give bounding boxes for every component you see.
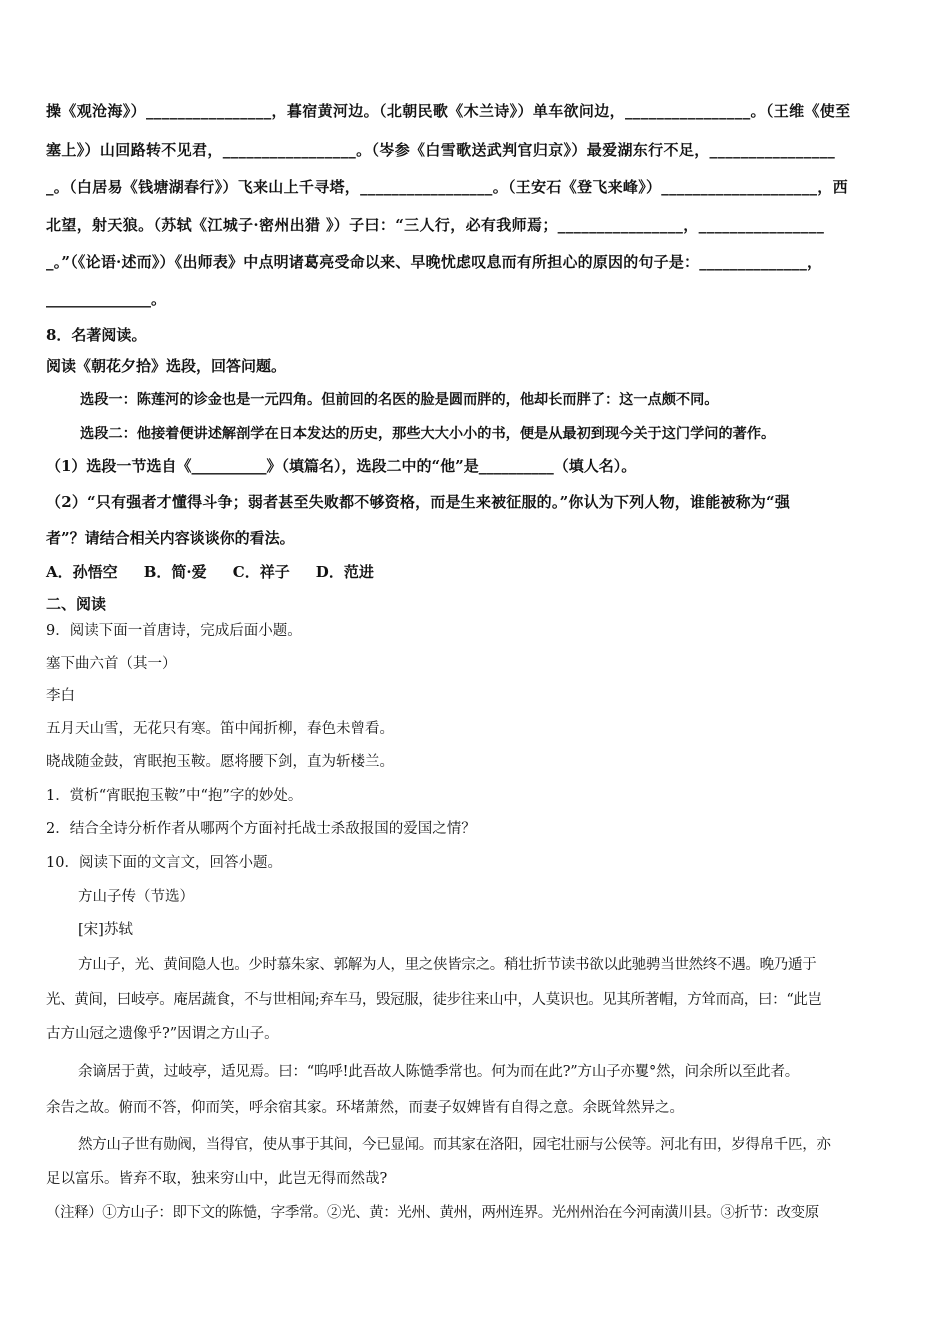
q10-para-3-line-2: 足以富乐。皆弃不取，独来穷山中，此岂无得而然哉? (46, 1171, 388, 1187)
fill-in-line-1: 操《观沧海》）________________，暮宿黄河边。（北朝民歌《木兰诗》）单车欲问边，________________。（王维《使至 (46, 102, 851, 120)
q9-sub-2: 2．结合全诗分析作者从哪两个方面衬托战士杀敌报国的爱国之情？ (46, 821, 476, 837)
section-2-heading: 二、阅读 (46, 595, 107, 613)
q8-excerpt-1: 选段一：陈莲河的诊金也是一元四角。但前回的名医的脸是圆而胖的，他却长而胖了：这一点颇不同。 (80, 392, 719, 408)
q10-para-1-line-3: 古方山冠之遗像乎?”因谓之方山子。 (46, 1026, 279, 1042)
fill-in-line-5: _。”（《论语·述而》）《出师表》中点明诸葛亮受命以来、早晚忧虑叹息而有所担心的原因的句子是：______________， (46, 253, 823, 271)
q9-sub-1: 1．赏析“宵眠抱玉鞍”中“抱”字的妙处。 (46, 788, 303, 804)
fill-in-line-6: ______________。 (46, 290, 167, 308)
q10-para-1-line-1: 方山子，光、黄间隐人也。少时慕朱家、郭解为人，里之侠皆宗之。稍壮折节读书欲以此驰骋当世然终不遇。晚乃遁于 (78, 957, 817, 973)
q10-footnote: （注释）①方山子：即下文的陈慥，字季常。②光、黄：光州、黄州，两州连界。光州州治在今河南潢川县。③折节：改变原 (46, 1205, 819, 1221)
q9-verse-1: 五月天山雪，无花只有寒。笛中闻折柳，春色未曾看。 (46, 721, 394, 737)
q8-sub-2-line-1: （2）“只有强者才懂得斗争；弱者甚至失败都不够资格，而是生来被征服的。”你认为下列人物，谁能被称为“强 (46, 493, 791, 511)
q8-intro: 阅读《朝花夕拾》选段，回答问题。 (46, 357, 287, 375)
fill-in-line-3: _。（白居易《钱塘湖春行》）飞来山上千寻塔，_________________。（王安石《登飞来峰》）____________________，西 (46, 178, 848, 196)
q9-poem-title: 塞下曲六首（其一） (46, 656, 177, 672)
q10-title: 10．阅读下面的文言文，回答小题。 (46, 855, 282, 871)
fill-in-line-4: 北望，射天狼。（苏轼《江城子·密州出猎 》）子曰：“三人行，必有我师焉；________________，________________ (46, 216, 825, 234)
q10-para-2-line-2: 余告之故。俯而不答，仰而笑，呼余宿其家。环堵萧然，而妻子奴婢皆有自得之意。余既耸然异之。 (46, 1100, 684, 1116)
q8-options: A．孙悟空 B．简·爱 C．祥子 D．范进 (46, 563, 374, 581)
q10-para-1-line-2: 光、黄间，曰岐亭。庵居蔬食，不与世相闻;弃车马，毁冠服，徒步往来山中，人莫识也。见其所著帽，方耸而高，曰：“此岂 (46, 992, 822, 1008)
q9-verse-2: 晓战随金鼓，宵眠抱玉鞍。愿将腰下剑，直为斩楼兰。 (46, 754, 394, 770)
q8-excerpt-2: 选段二：他接着便讲述解剖学在日本发达的历史，那些大大小小的书，便是从最初到现今关于这门学问的著作。 (80, 426, 776, 442)
q10-para-2-line-1: 余谪居于黄，过岐亭，适见焉。曰：“呜呼!此吾故人陈慥季常也。何为而在此?”方山子亦矍°然，问余所以至此者。 (78, 1064, 800, 1080)
q10-text-title: 方山子传（节选） (78, 889, 194, 905)
q8-sub-2-line-2: 者”？请结合相关内容谈谈你的看法。 (46, 529, 295, 547)
q10-para-3-line-1: 然方山子世有勋阀，当得官，使从事于其间，今已显闻。而其家在洛阳，园宅壮丽与公侯等。河北有田，岁得帛千匹，亦 (78, 1137, 831, 1153)
q8-title: 8．名著阅读。 (46, 326, 147, 344)
q10-text-author: [宋]苏轼 (78, 922, 133, 938)
fill-in-line-2: 塞上》）山回路转不见君，_________________。（岑参《白雪歌送武判官归京》）最爱湖东行不足，________________ (46, 141, 836, 159)
q9-title: 9．阅读下面一首唐诗，完成后面小题。 (46, 623, 302, 639)
q9-poem-author: 李白 (46, 688, 75, 704)
q8-sub-1: （1）选段一节选自《__________》（填篇名），选段二中的“他”是__________（填人名）。 (46, 457, 637, 475)
